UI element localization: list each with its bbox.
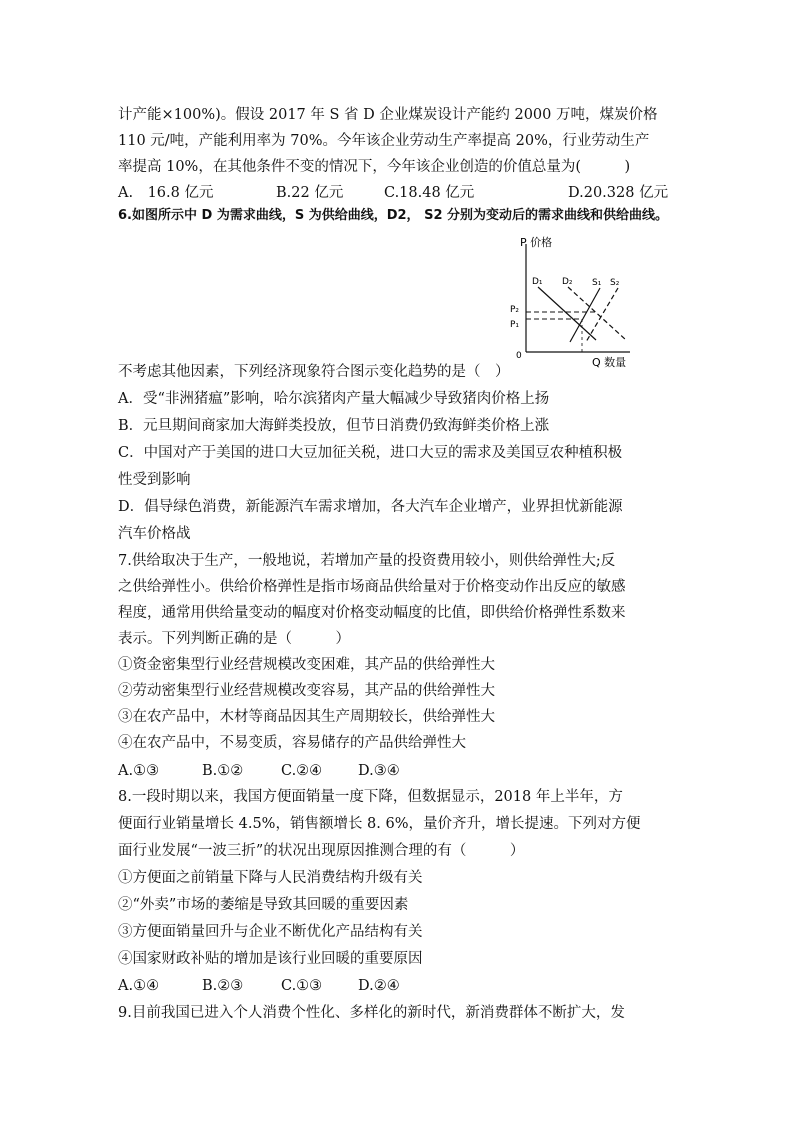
q6-option-d-cont: 汽车价格战 [118, 526, 191, 542]
x-axis-label: Q 数量 [592, 356, 627, 369]
q7-line-3: 程度，通常用供给量变动的幅度对价格变动幅度的比值，即供给价格弹性系数来 [118, 605, 626, 621]
q8-option-a: A.①④ [118, 978, 160, 994]
supply-curve-s1 [570, 288, 600, 342]
q8-statement-3: ③方便面销量回升与企业不断优化产品结构有关 [118, 924, 423, 940]
q7-statement-1: ①资金密集型行业经营规模改变困难，其产品的供给弹性大 [118, 657, 495, 673]
demand-curve-d2 [568, 287, 626, 340]
q8-line-1: 8.一段时期以来，我国方便面销量一度下降，但数据显示，2018 年上半年，方 [118, 789, 623, 805]
q8-option-b: B.②③ [202, 978, 244, 994]
q5-line-1: 计产能×100%)。假设 2017 年 S 省 D 企业煤炭设计产能约 2000 万吨，煤炭价格 [118, 107, 658, 123]
q5-line-2: 110 元/吨，产能利用率为 70%。今年该企业劳动生产率提高 20%，行业劳动生产 [118, 133, 650, 149]
supply-demand-graph [500, 232, 650, 370]
q6-option-d: D．倡导绿色消费，新能源汽车需求增加，各大汽车企业增产，业界担忧新能源 [118, 499, 623, 515]
q7-option-a: A.①③ [118, 763, 160, 779]
label-d2: D₂ [562, 277, 573, 287]
q8-option-c: C.①③ [281, 978, 323, 994]
q5-option-d: D.20.328 亿元 [568, 185, 669, 201]
q6-option-b: B．元旦期间商家加大海鲜类投放，但节日消费仍致海鲜类价格上涨 [118, 418, 550, 434]
q7-line-1: 7.供给取决于生产，一般地说，若增加产量的投资费用较小，则供给弹性大;反 [118, 553, 616, 569]
q6-option-c: C．中国对产于美国的进口大豆加征关税，进口大豆的需求及美国豆农种植积极 [118, 445, 623, 461]
q8-statement-2: ②“外卖”市场的萎缩是导致其回暖的重要因素 [118, 897, 409, 913]
q7-line-4: 表示。下列判断正确的是（ ） [118, 631, 350, 647]
q6-question: 不考虑其他因素，下列经济现象符合图示变化趋势的是（ ） [118, 364, 510, 380]
q5-option-b: B.22 亿元 [276, 185, 344, 201]
q7-statement-2: ②劳动密集型行业经营规模改变容易，其产品的供给弹性大 [118, 683, 495, 699]
q7-option-d: D.③④ [358, 763, 400, 779]
q8-line-3: 面行业发展“一波三折”的状况出现原因推测合理的有（ ） [118, 843, 525, 859]
q7-option-c: C.②④ [281, 763, 323, 779]
q7-option-b: B.①② [202, 763, 244, 779]
q6-intro: 6.如图所示中 D 为需求曲线，S 为供给曲线，D2， S2 分别为变动后的需求曲线和供给曲线。 [118, 208, 669, 223]
demand-curve-d1 [538, 287, 596, 340]
q5-line-3: 率提高 10%，在其他条件不变的情况下，今年该企业创造的价值总量为( ) [118, 159, 631, 175]
q8-option-d: D.②④ [358, 978, 400, 994]
q8-statement-1: ①方便面之前销量下降与人民消费结构升级有关 [118, 870, 423, 886]
label-p2: P₂ [510, 305, 520, 315]
q7-line-2: 之供给弹性小。供给价格弹性是指市场商品供给量对于价格变动作出反应的敏感 [118, 579, 626, 595]
label-s2: S₂ [610, 278, 620, 288]
y-axis-label: P 价格 [520, 236, 553, 249]
q5-option-c: C.18.48 亿元 [384, 185, 475, 201]
label-d1: D₁ [532, 277, 543, 287]
q5-option-a: A. 16.8 亿元 [118, 185, 214, 201]
label-p1: P₁ [510, 320, 520, 330]
q6-option-a: A．受“非洲猪瘟”影响，哈尔滨猪肉产量大幅减少导致猪肉价格上扬 [118, 391, 550, 407]
q7-statement-3: ③在农产品中，木材等商品因其生产周期较长，供给弹性大 [118, 709, 495, 725]
q9-line-1: 9.目前我国已进入个人消费个性化、多样化的新时代，新消费群体不断扩大，发 [118, 1005, 625, 1021]
q8-statement-4: ④国家财政补贴的增加是该行业回暖的重要原因 [118, 951, 423, 967]
supply-curve-s2 [586, 288, 618, 342]
q7-statement-4: ④在农产品中，不易变质，容易储存的产品供给弹性大 [118, 735, 466, 751]
label-s1: S₁ [592, 278, 602, 288]
q6-option-c-cont: 性受到影响 [118, 472, 191, 488]
origin-label: 0 [516, 351, 522, 361]
q8-line-2: 便面行业销量增长 4.5%，销售额增长 8. 6%，量价齐升，增长提速。下列对方便 [118, 816, 641, 832]
